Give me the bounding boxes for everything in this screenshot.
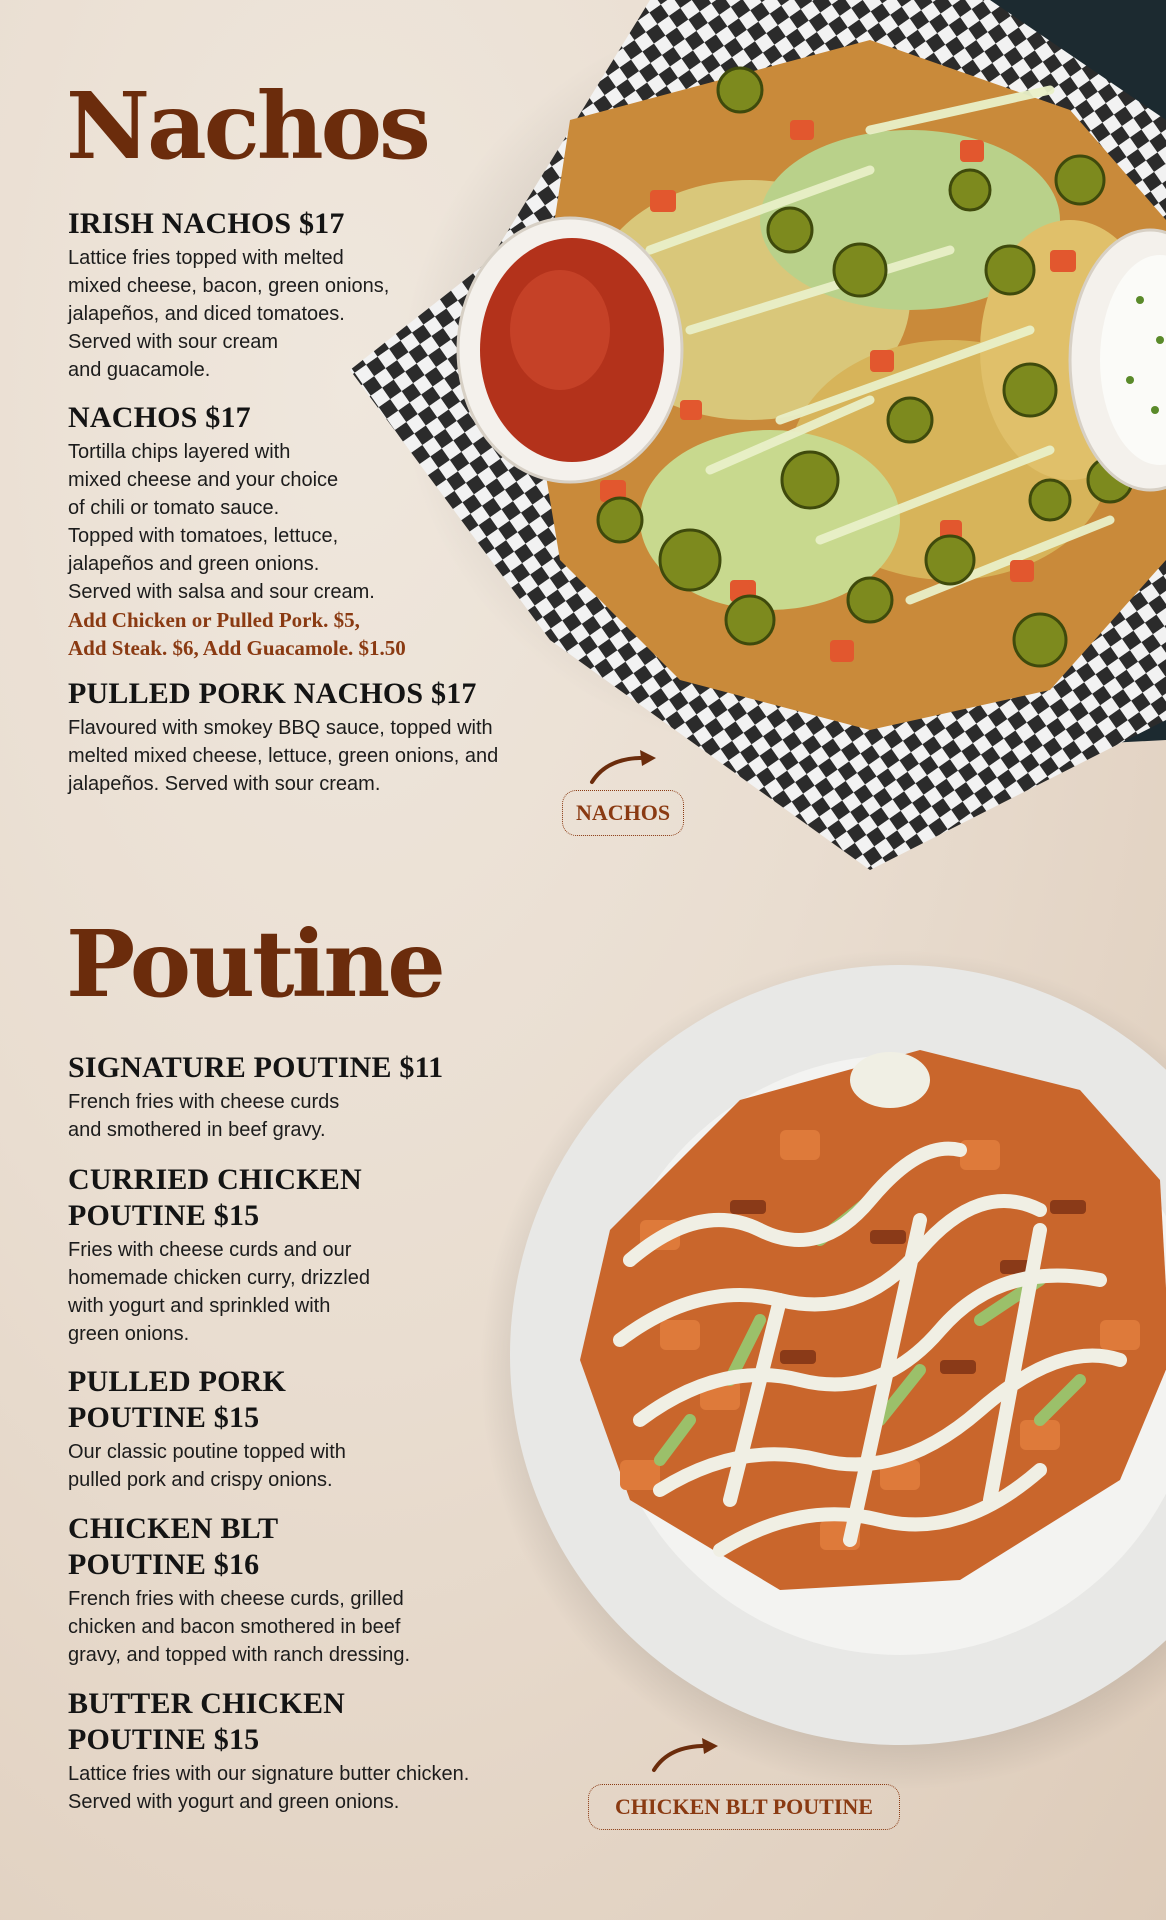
curved-arrow-icon bbox=[588, 746, 664, 786]
item-description: Flavoured with smokey BBQ sauce, topped with melted mixed cheese, lettuce, green onions, and jalapeños. Served with sour cream. bbox=[68, 717, 499, 795]
item-description: French fries with cheese curds, grilled chicken and bacon smothered in beef gravy, and topped with ranch dressing. bbox=[68, 1588, 411, 1666]
item-name: CURRIED CHICKEN POUTINE $15 bbox=[68, 1163, 362, 1232]
item-name: IRISH NACHOS $17 bbox=[68, 207, 345, 240]
menu-item-signature-poutine bbox=[68, 1050, 443, 1144]
item-description: Lattice fries with our signature butter chicken. Served with yogurt and green onions. bbox=[68, 1763, 470, 1813]
item-name: BUTTER CHICKEN POUTINE $15 bbox=[68, 1687, 346, 1756]
nachos-photo-label: NACHOS bbox=[562, 790, 684, 836]
item-name: SIGNATURE POUTINE $11 bbox=[68, 1051, 444, 1084]
item-add-ons: Add Chicken or Pulled Pork. $5, Add Steak. $6, Add Guacamole. $1.50 bbox=[68, 608, 406, 660]
menu-item-curried-chicken-poutine bbox=[68, 1162, 370, 1348]
poutine-photo bbox=[400, 900, 1166, 1800]
menu-item-chicken-blt-poutine bbox=[68, 1511, 410, 1669]
menu-item-butter-chicken-poutine bbox=[68, 1686, 469, 1816]
item-description: Fries with cheese curds and our homemade chicken curry, drizzled with yogurt and sprinkled with green onions. bbox=[68, 1239, 370, 1345]
item-name: PULLED PORK POUTINE $15 bbox=[68, 1365, 287, 1434]
curved-arrow-icon bbox=[650, 1734, 726, 1774]
item-description: Lattice fries topped with melted mixed cheese, bacon, green onions, jalapeños, and diced tomatoes. Served with sour cream and guacamole. bbox=[68, 247, 390, 381]
menu-item-pulled-pork-poutine bbox=[68, 1364, 346, 1494]
menu-item-pulled-pork-nachos bbox=[68, 676, 498, 798]
item-description: Tortilla chips layered with mixed cheese and your choice of chili or tomato sauce. Topped with tomatoes, lettuce, jalapeños and green onions. Served with salsa and sour cream. bbox=[68, 441, 375, 603]
poutine-section-title: Poutine bbox=[66, 910, 443, 1018]
item-description: Our classic poutine topped with pulled pork and crispy onions. bbox=[68, 1441, 346, 1491]
item-name: PULLED PORK NACHOS $17 bbox=[68, 677, 477, 710]
item-name: NACHOS $17 bbox=[68, 401, 251, 434]
menu-item-irish-nachos bbox=[68, 206, 389, 384]
item-name: CHICKEN BLT POUTINE $16 bbox=[68, 1512, 279, 1581]
item-description: French fries with cheese curds and smothered in beef gravy. bbox=[68, 1091, 340, 1141]
nachos-section-title: Nachos bbox=[66, 72, 428, 180]
poutine-photo-label: CHICKEN BLT POUTINE bbox=[588, 1784, 900, 1830]
menu-item-nachos bbox=[68, 400, 406, 662]
